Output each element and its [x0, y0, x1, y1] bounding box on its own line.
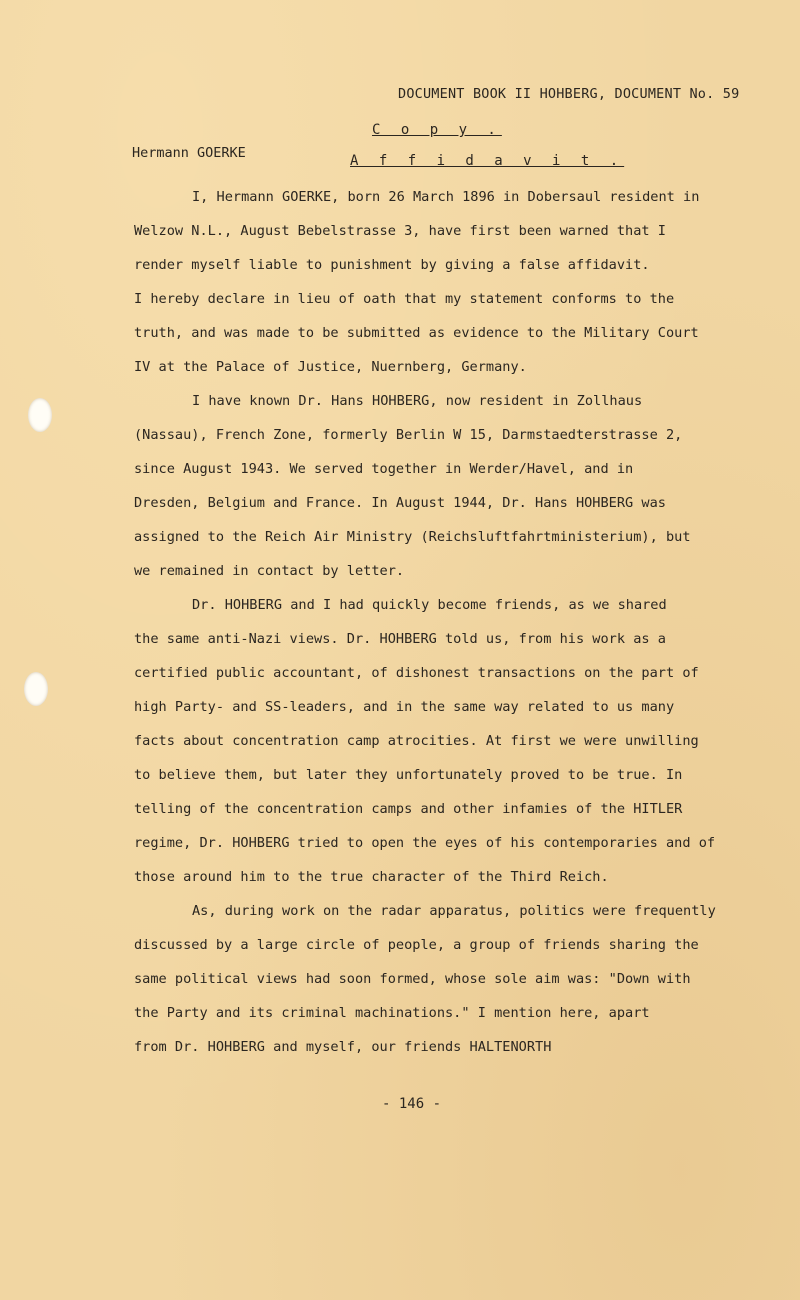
document-title: A f f i d a v i t .	[350, 153, 625, 169]
text-line: telling of the concentration camps and other infamies of the HITLER	[134, 801, 683, 817]
text-line: we remained in contact by letter.	[134, 563, 405, 579]
punch-hole	[28, 398, 52, 432]
text-line: to believe them, but later they unfortunately proved to be true. In	[134, 767, 683, 783]
text-line: As, during work on the radar apparatus, politics were frequently	[192, 903, 716, 919]
text-line: regime, Dr. HOHBERG tried to open the eyes of his contemporaries and of	[134, 835, 716, 851]
text-line: I have known Dr. Hans HOHBERG, now resident in Zollhaus	[192, 393, 643, 409]
author-name: Hermann GOERKE	[132, 145, 246, 161]
text-line: assigned to the Reich Air Ministry (Reichsluftfahrtministerium), but	[134, 529, 691, 545]
text-line: same political views had soon formed, whose sole aim was: "Down with	[134, 971, 691, 987]
text-line: Welzow N.L., August Bebelstrasse 3, have first been warned that I	[134, 223, 666, 239]
text-line: IV at the Palace of Justice, Nuernberg, Germany.	[134, 359, 527, 375]
text-line: facts about concentration camp atrocities. At first we were unwilling	[134, 733, 699, 749]
text-line: since August 1943. We served together in Werder/Havel, and in	[134, 461, 634, 477]
text-line: from Dr. HOHBERG and myself, our friends HALTENORTH	[134, 1039, 552, 1055]
page-number: - 146 -	[382, 1096, 442, 1112]
copy-label: C o p y .	[372, 122, 502, 138]
text-line: discussed by a large circle of people, a group of friends sharing the	[134, 937, 699, 953]
affidavit-body	[134, 180, 734, 1064]
text-line: the same anti-Nazi views. Dr. HOHBERG told us, from his work as a	[134, 631, 666, 647]
text-line: I, Hermann GOERKE, born 26 March 1896 in Dobersaul resident in	[192, 189, 700, 205]
text-line: Dresden, Belgium and France. In August 1944, Dr. Hans HOHBERG was	[134, 495, 666, 511]
text-line: high Party- and SS-leaders, and in the same way related to us many	[134, 699, 675, 715]
text-line: I hereby declare in lieu of oath that my statement conforms to the	[134, 291, 675, 307]
text-line: render myself liable to punishment by giving a false affidavit.	[134, 257, 650, 273]
text-line: (Nassau), French Zone, formerly Berlin W 15, Darmstaedterstrasse 2,	[134, 427, 683, 443]
punch-hole	[24, 672, 48, 706]
document-reference: DOCUMENT BOOK II HOHBERG, DOCUMENT No. 59	[398, 86, 740, 102]
text-line: truth, and was made to be submitted as evidence to the Military Court	[134, 325, 699, 341]
text-line: the Party and its criminal machinations." I mention here, apart	[134, 1005, 650, 1021]
text-line: those around him to the true character of the Third Reich.	[134, 869, 609, 885]
text-line: certified public accountant, of dishonest transactions on the part of	[134, 665, 699, 681]
text-line: Dr. HOHBERG and I had quickly become friends, as we shared	[192, 597, 667, 613]
